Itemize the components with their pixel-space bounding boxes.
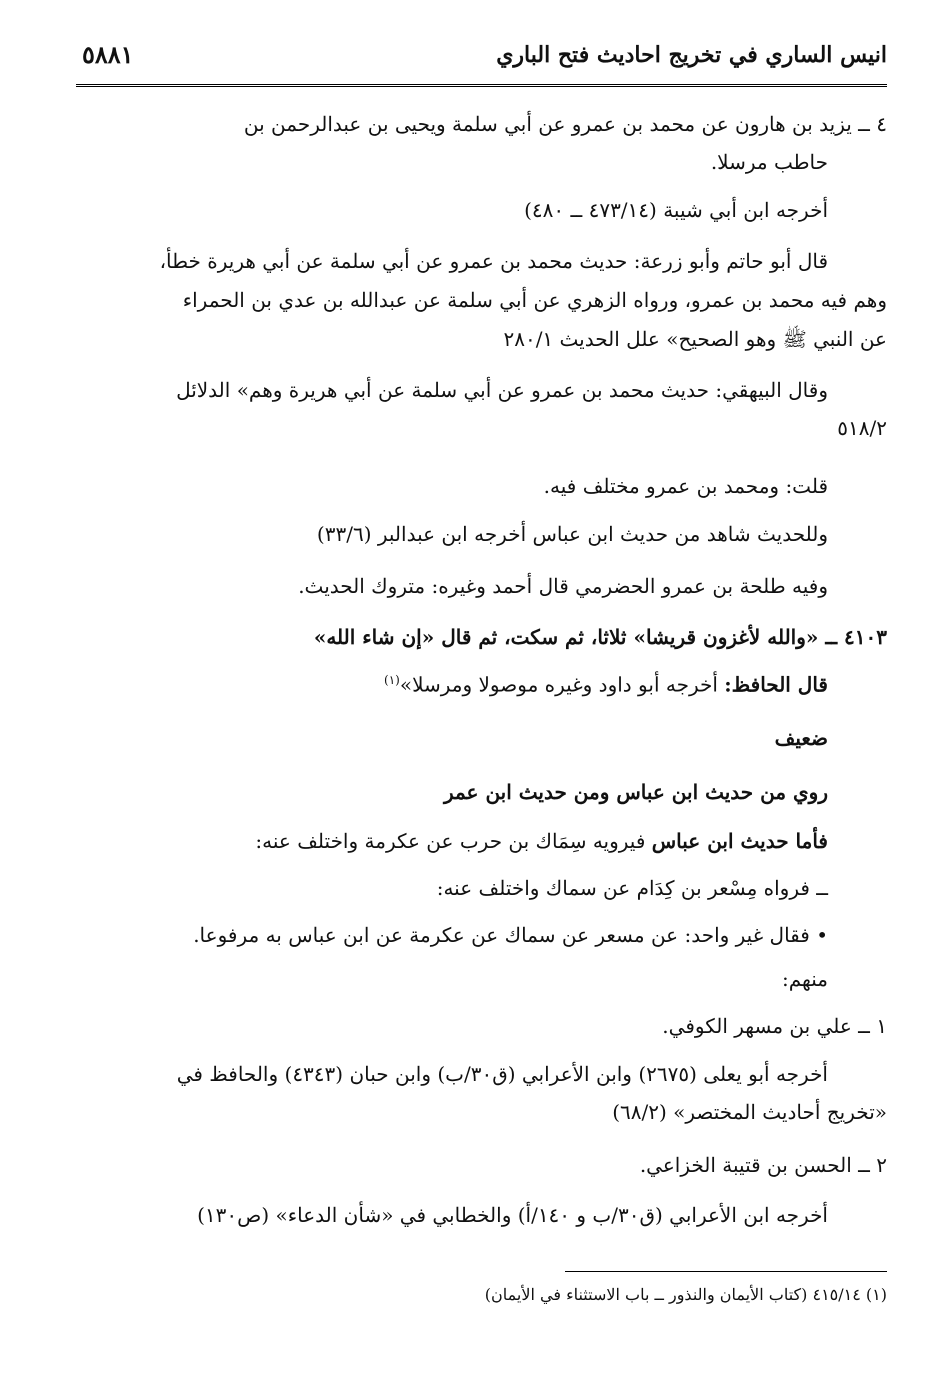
hafiz-text: أخرجه أبو داود وغيره موصولا ومرسلا» xyxy=(399,672,725,697)
text-line: وقال البيهقي: حديث محمد بن عمرو عن أبي سلمة عن أبي هريرة وهم» الدلائل xyxy=(176,378,828,402)
page-number: ٥٨٨١ xyxy=(82,40,134,69)
text-line: أخرجه أبو يعلى (٢٦٧٥) وابن الأعرابي (ق٣٠/ب) وابن حبان (٤٣٤٣) والحافظ في xyxy=(176,1062,828,1086)
text-line: قال أبو حاتم وأبو زرعة: حديث محمد بن عمرو عن أبي سلمة عن أبي هريرة خطأ، xyxy=(159,249,828,273)
text-line: أخرجه ابن الأعرابي (ق٣٠/ب و ١٤٠/أ) والخطابي في «شأن الدعاء» (ص١٣٠) xyxy=(197,1203,828,1227)
grading: ضعيف xyxy=(774,726,828,750)
section-label: فأما حديث ابن عباس xyxy=(651,829,828,853)
text-line: عن النبي ﷺ وهو الصحيح» علل الحديث ٢٨٠/١ xyxy=(503,327,887,351)
footnote-divider xyxy=(565,1271,887,1272)
text-line: وللحديث شاهد من حديث ابن عباس أخرجه ابن عبدالبر (٣٣/٦) xyxy=(316,522,828,546)
text-line: ٤ ــ يزيد بن هارون عن محمد بن عمرو عن أبي سلمة ويحيى بن عبدالرحمن بن xyxy=(243,112,887,136)
text-line: فأما حديث ابن عباس فيرويه سِمَاك بن حرب عن عكرمة واختلف عنه: xyxy=(255,829,828,853)
text-line: «تخريج أحاديث المختصر» (٦٨/٢) xyxy=(612,1100,887,1124)
text-line xyxy=(384,674,828,695)
text-line: وهم فيه محمد بن عمرو، ورواه الزهري عن أبي سلمة عن عبدالله بن عدي بن الحمراء xyxy=(182,288,887,312)
hadith-heading: ٤١٠٣ ــ «والله لأغزون قريشا» ثلاثا، ثم سكت، ثم قال «إن شاء الله» xyxy=(313,625,887,649)
running-header xyxy=(76,38,887,82)
list-item: ١ ــ علي بن مسهر الكوفي. xyxy=(662,1014,887,1038)
footnote: (١) ٤١٥/١٤ (كتاب الأيمان والنذور ــ باب الاستثناء في الأيمان) xyxy=(484,1285,887,1304)
text-line: أخرجه ابن أبي شيبة (٤٧٣/١٤ ــ ٤٨٠) xyxy=(524,198,828,222)
text-line: حاطب مرسلا. xyxy=(710,150,828,174)
book-title: انيس الساري في تخريج احاديث فتح الباري xyxy=(496,42,887,68)
text-line: وفيه طلحة بن عمرو الحضرمي قال أحمد وغيره: متروك الحديث. xyxy=(298,574,828,598)
hafiz-label: قال الحافظ: xyxy=(724,672,828,697)
text-line: ٥١٨/٢ xyxy=(837,416,887,440)
text-line: منهم: xyxy=(781,967,828,991)
header-divider xyxy=(76,84,887,87)
footnote-marker: (١) xyxy=(384,673,400,687)
subheading: روي من حديث ابن عباس ومن حديث ابن عمر xyxy=(443,780,828,804)
text-line: قلت: ومحمد بن عمرو مختلف فيه. xyxy=(543,474,828,498)
text-line: ــ فرواه مِسْعر بن كِدَام عن سماك واختلف عنه: xyxy=(436,876,828,900)
list-item: ٢ ــ الحسن بن قتيبة الخزاعي. xyxy=(639,1153,887,1177)
text-line: • فقال غير واحد: عن مسعر عن سماك عن عكرمة عن ابن عباس به مرفوعا. xyxy=(193,923,828,947)
